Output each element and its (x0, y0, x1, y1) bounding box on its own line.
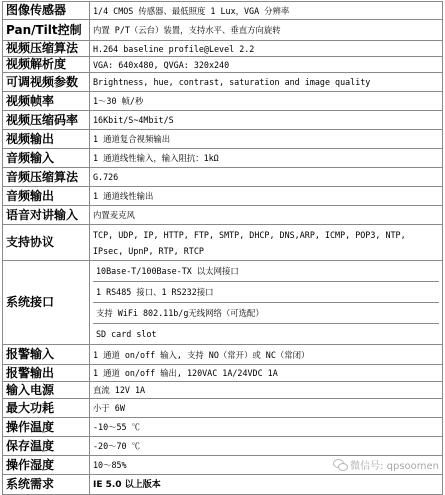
row-label: 语音对讲输入 (3, 206, 90, 225)
table-row (3, 261, 443, 345)
row-label: 保存温度 (3, 437, 90, 456)
row-label: 视频帧率 (3, 92, 90, 111)
table-row (3, 206, 443, 225)
row-label: 最大功耗 (3, 399, 90, 418)
table-row (3, 130, 443, 149)
row-label: 音频输出 (3, 187, 90, 206)
row-value: 1 通道线性输出 (90, 187, 443, 206)
row-value: 1 通道 on/off 输入, 支持 NO（常开）或 NC（常闭） (90, 345, 443, 365)
table-row (3, 437, 443, 456)
table-row (3, 345, 443, 365)
table-row (3, 382, 443, 399)
table-row (3, 399, 443, 418)
row-value: VGA: 640x480, QVGA: 320x240 (90, 57, 443, 73)
row-label: 音频压缩算法 (3, 168, 90, 187)
row-label: 系统接口 (3, 261, 90, 345)
interface-line: 1 RS485 接口、1 RS232接口 (93, 281, 439, 302)
watermark-text: 微信号: qpsoomen (350, 461, 439, 472)
table-row (3, 111, 443, 130)
interface-line: SD card slot (93, 323, 439, 344)
table-row (3, 365, 443, 382)
row-value: 小于 6W (90, 399, 443, 418)
row-value: 16Kbit/S~4Mbit/S (90, 111, 443, 130)
protocol-line: IPsec, UpnP, RTP, RTCP (93, 245, 204, 256)
row-value: 内置 P/T（云台）装置，支持水平、垂直方向旋转 (90, 20, 443, 41)
row-label: 支持协议 (3, 225, 90, 261)
table-row (3, 418, 443, 437)
table-row (3, 475, 443, 495)
row-value: IE 5.0 以上版本 (90, 475, 443, 495)
row-value (90, 225, 443, 261)
row-label: 报警输入 (3, 345, 90, 365)
table-row (3, 73, 443, 92)
row-label: 系统需求 (3, 475, 90, 495)
row-value: -20～70 ℃ (90, 437, 443, 456)
row-value: 直流 12V 1A (90, 382, 443, 399)
row-label: 可调视频参数 (3, 73, 90, 92)
row-label: 输入电源 (3, 382, 90, 399)
row-label: 视频压缩算法 (3, 41, 90, 57)
table-row (3, 41, 443, 57)
row-value: 10～85% (90, 456, 443, 475)
wechat-icon (333, 459, 347, 470)
row-label: 视频输出 (3, 130, 90, 149)
table-row (3, 168, 443, 187)
interface-line: 支持 WiFi 802.11b/g无线网络（可选配） (93, 302, 439, 323)
row-label: 图像传感器 (3, 2, 90, 20)
row-value: 1～30 帧/秒 (90, 92, 443, 111)
row-value: -10～55 ℃ (90, 418, 443, 437)
interface-line: 10Base-T/100Base-TX 以太网接口 (96, 266, 239, 276)
row-value: 内置麦克风 (90, 206, 443, 225)
table-row (3, 225, 443, 261)
row-value: G.726 (90, 168, 443, 187)
watermark (333, 457, 439, 472)
row-value (90, 261, 443, 345)
row-label: 视频压缩码率 (3, 111, 90, 130)
row-label: Pan/Tilt控制 (3, 20, 90, 41)
table-row (3, 187, 443, 206)
table-row (3, 2, 443, 20)
row-label: 操作温度 (3, 418, 90, 437)
row-value: 1/4 CMOS 传感器、最低照度 1 Lux，VGA 分辨率 (90, 2, 443, 20)
table-row (3, 20, 443, 41)
protocol-line: TCP, UDP, IP, HTTP, FTP, SMTP, DHCP, DNS,ARP, ICMP, POP3, NTP, (93, 229, 406, 240)
row-value: 1 通道复合视频输出 (90, 130, 443, 149)
row-value: Brightness, hue, contrast, saturation and image quality (90, 73, 443, 92)
row-label: 报警输出 (3, 365, 90, 382)
row-label: 音频输入 (3, 149, 90, 168)
table-row (3, 149, 443, 168)
row-value: 1 通道 on/off 输出, 120VAC 1A/24VDC 1A (90, 365, 443, 382)
row-label: 操作湿度 (3, 456, 90, 475)
row-label: 视频解析度 (3, 57, 90, 73)
table-row (3, 57, 443, 73)
row-value: 1 通道线性输入，输入阻抗：1kΩ (90, 149, 443, 168)
spec-table (2, 1, 443, 495)
table-row (3, 92, 443, 111)
row-value: H.264 baseline profile@Level 2.2 (90, 41, 443, 57)
